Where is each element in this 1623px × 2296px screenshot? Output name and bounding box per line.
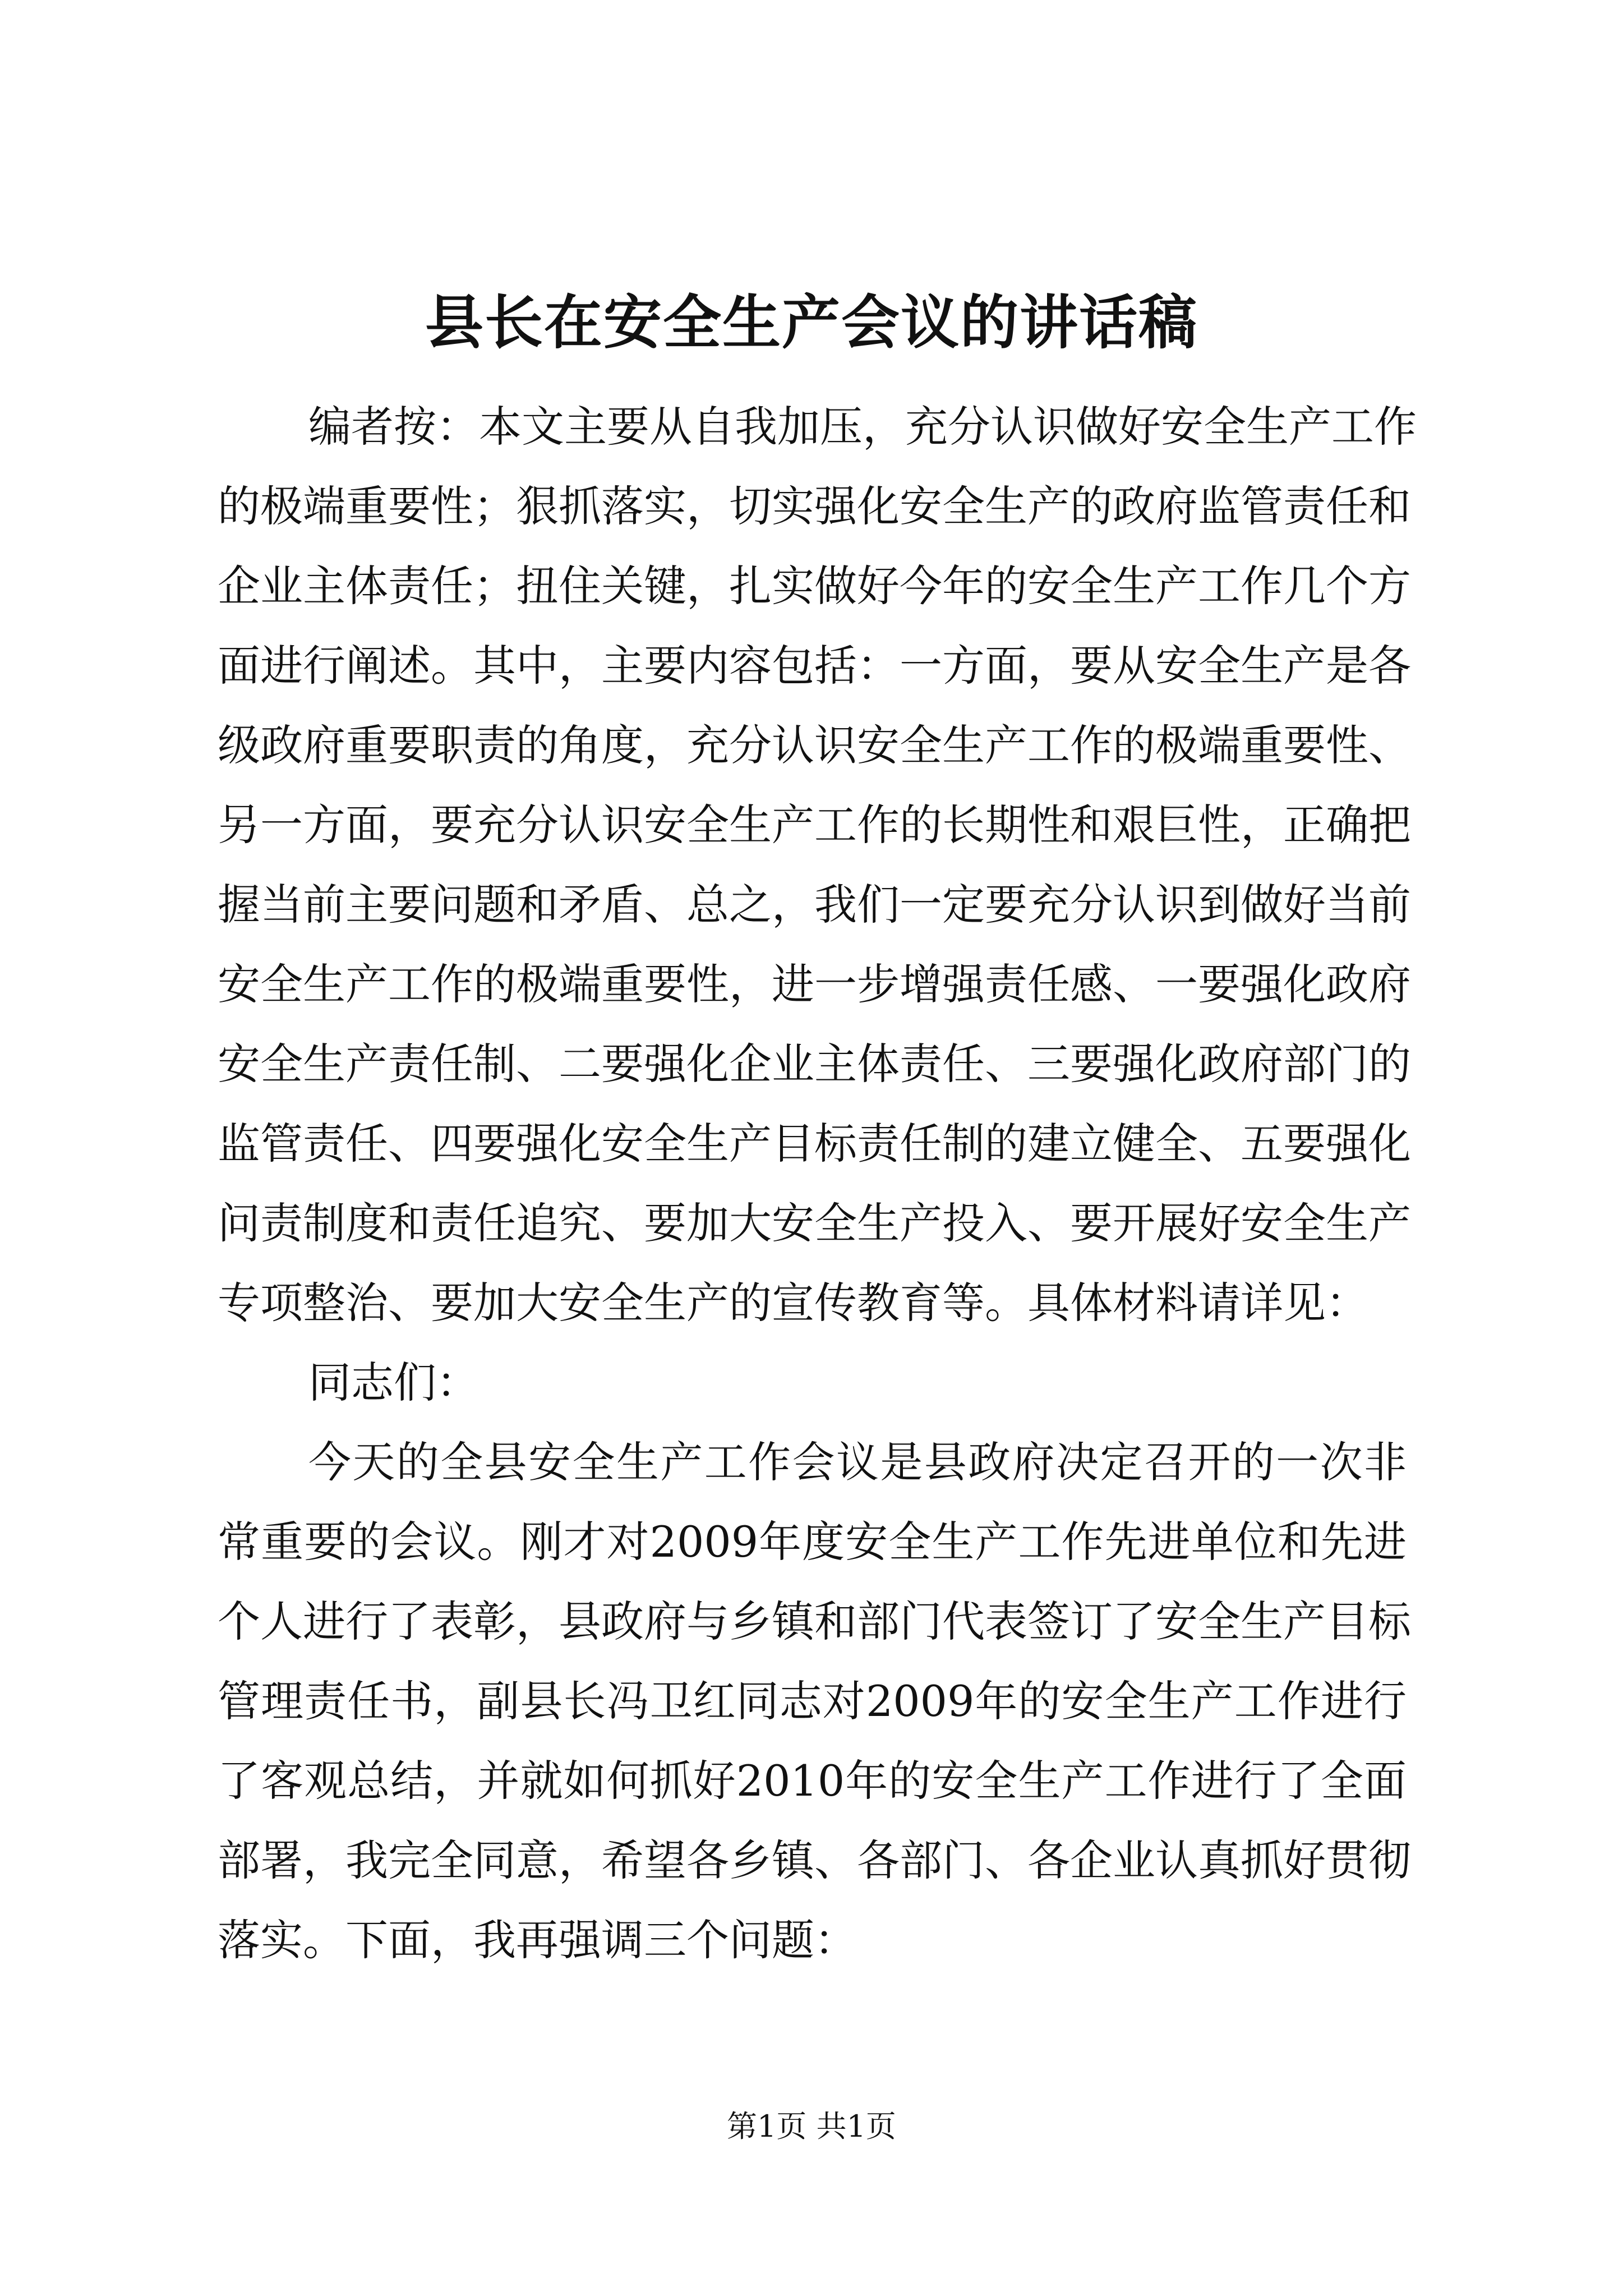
speech-body-paragraph xyxy=(218,1423,1411,1980)
text-line: 的极端重要性；狠抓落实，切实强化安全生产的政府监管责任和 xyxy=(218,481,1411,531)
text-line: 编者按：本文主要从自我加压，充分认识做好安全生产工作 xyxy=(308,402,1417,452)
text-line: 监管责任、四要强化安全生产目标责任制的建立健全、五要强化 xyxy=(218,1119,1411,1168)
text-line: 安全生产工作的极端重要性，进一步增强责任感、一要强化政府 xyxy=(218,959,1411,1009)
text-line: 问责制度和责任追究、要加大安全生产投入、要开展好安全生产 xyxy=(218,1198,1411,1248)
text-line: 落实。下面，我再强调三个问题： xyxy=(218,1915,857,1965)
editor-note-paragraph xyxy=(218,387,1417,1343)
text-line: 安全生产责任制、二要强化企业主体责任、三要强化政府部门的 xyxy=(218,1039,1411,1089)
document-title: 县长在安全生产会议的讲话稿 xyxy=(425,288,1198,357)
text-line: 级政府重要职责的角度，充分认识安全生产工作的极端重要性、 xyxy=(218,720,1411,770)
text-line: 今天的全县安全生产工作会议是县政府决定召开的一次非 xyxy=(308,1437,1407,1487)
text-line: 了客观总结，并就如何抓好2010年的安全生产工作进行了全面 xyxy=(218,1756,1407,1806)
text-line: 握当前主要问题和矛盾、总之，我们一定要充分认识到做好当前 xyxy=(218,880,1411,930)
page-footer: 第1页 共1页 xyxy=(727,2109,896,2144)
text-line: 部署，我完全同意，希望各乡镇、各部门、各企业认真抓好贯彻 xyxy=(218,1835,1411,1885)
text-line: 管理责任书，副县长冯卫红同志对2009年的安全生产工作进行 xyxy=(218,1676,1407,1726)
salutation-line: 同志们： xyxy=(308,1358,479,1407)
salutation-paragraph xyxy=(218,1343,1407,1423)
text-line: 企业主体责任；扭住关键，扎实做好今年的安全生产工作几个方 xyxy=(218,561,1411,611)
text-line: 个人进行了表彰，县政府与乡镇和部门代表签订了安全生产目标 xyxy=(218,1596,1411,1646)
text-line: 常重要的会议。刚才对2009年度安全生产工作先进单位和先进 xyxy=(218,1517,1407,1567)
text-line: 面进行阐述。其中，主要内容包括：一方面，要从安全生产是各 xyxy=(218,641,1411,691)
text-line: 专项整治、要加大安全生产的宣传教育等。具体材料请详见： xyxy=(218,1278,1368,1328)
text-line: 另一方面，要充分认识安全生产工作的长期性和艰巨性，正确把 xyxy=(218,800,1411,850)
